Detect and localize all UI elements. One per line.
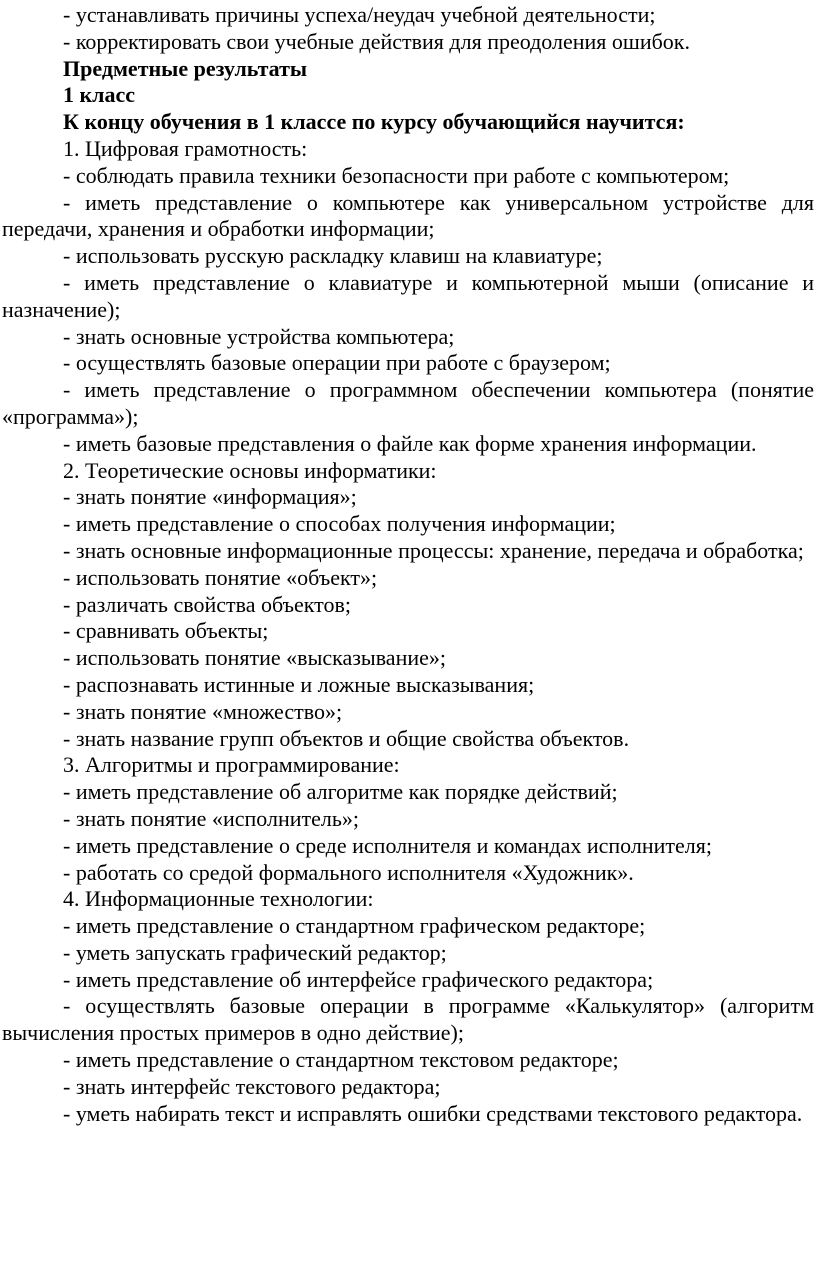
list-item: - иметь представление об алгоритме как порядке действий; [63,779,618,805]
topic-heading: 4. Информационные технологии: [63,886,374,912]
list-item: - иметь представление о способах получения информации; [63,511,616,537]
list-item: - иметь представление о стандартном текстовом редакторе; [63,1047,619,1073]
list-item: - использовать понятие «объект»; [63,564,378,590]
list-item: - знать основные устройства компьютера; [63,323,455,349]
list-item: - уметь набирать текст и исправлять ошибки средствами текстового редактора. [63,1100,803,1126]
list-item: - иметь представление о программном обеспечении компьютера (понятие «программа»); [2,377,814,429]
list-item: - иметь представление о среде исполнителя и командах исполнителя; [63,832,712,858]
list-item: - распознавать истинные и ложные высказывания; [63,671,535,697]
list-item: - работать со средой формального исполнителя «Художник». [63,859,634,885]
list-item: - знать понятие «исполнитель»; [63,805,360,831]
list-item: - осуществлять базовые операции в программе «Калькулятор» (алгоритм вычисления простых примеров в одно действие); [2,993,814,1046]
list-item: - знать интерфейс текстового редактора; [63,1073,441,1099]
list-item: - иметь базовые представления о файле как форме хранения информации. [63,430,757,456]
subheading: К концу обучения в 1 классе по курсу обучающийся научится: [63,109,685,135]
list-item: - иметь представление о стандартном графическом редакторе; [63,913,646,939]
list-item: - осуществлять базовые операции при работе с браузером; [63,350,611,376]
paragraph: - корректировать свои учебные действия для преодоления ошибок. [63,28,690,54]
list-item: - использовать понятие «высказывание»; [63,645,446,671]
list-item: - соблюдать правила техники безопасности при работе с компьютером; [63,162,730,188]
paragraph: - устанавливать причины успеха/неудач учебной деятельности; [63,2,656,27]
list-item: - знать название групп объектов и общие свойства объектов. [63,725,630,751]
list-item: - знать понятие «множество»; [63,698,343,724]
list-item: - уметь запускать графический редактор; [63,939,447,965]
topic-heading: 1. Цифровая грамотность: [63,135,308,161]
list-item: - иметь представление о компьютере как универсальном устройстве для передачи, хранения и обработки информации; [2,189,814,242]
list-item: - различать свойства объектов; [63,591,351,617]
list-item: - использовать русскую раскладку клавиш на клавиатуре; [63,243,603,269]
section-heading: Предметные результаты [63,55,308,81]
list-item: - иметь представление об интерфейсе графического редактора; [63,966,654,992]
topic-heading: 2. Теоретические основы информатики: [63,457,437,483]
grade-heading: 1 класс [63,82,136,108]
list-item: - знать основные информационные процессы: хранение, передача и обработка; [63,537,804,563]
topic-heading: 3. Алгоритмы и программирование: [63,752,400,778]
list-item: - иметь представление о клавиатуре и компьютерной мыши (описание и назначение); [2,269,814,322]
list-item: - знать понятие «информация»; [63,484,357,510]
list-item: - сравнивать объекты; [63,618,269,644]
